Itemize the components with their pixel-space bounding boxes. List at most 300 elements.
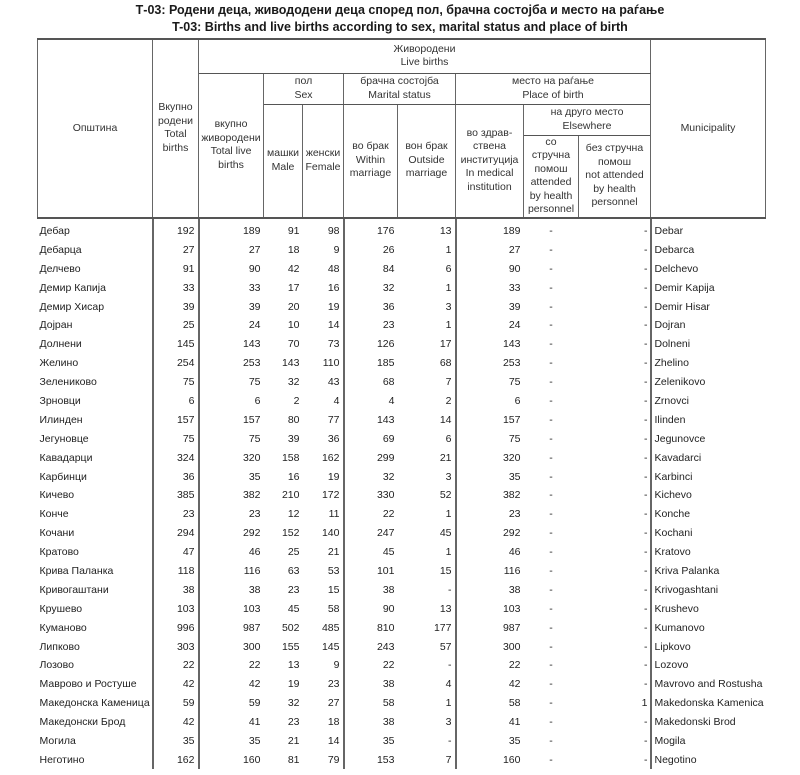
cell-medical-institution: 39 — [508, 300, 521, 313]
table-row — [38, 562, 766, 581]
table-row — [38, 316, 766, 335]
table-row — [38, 580, 766, 599]
cell-female: 4 — [303, 392, 344, 411]
cell-outside-marriage: - — [398, 580, 456, 599]
cell-municipality: Demir Hisar — [654, 300, 710, 313]
cell-opstina: Илинден — [38, 410, 153, 429]
cell-opstina: Демир Хисар — [38, 297, 153, 316]
cell-total-births: 47 — [153, 543, 199, 562]
cell-male: 19 — [287, 678, 300, 691]
cell-male: 32 — [287, 376, 300, 389]
table-row — [38, 335, 766, 354]
header-not-attended: без стручна помош not attended by health personnel — [579, 135, 651, 218]
cell-female: 145 — [303, 637, 344, 656]
cell-outside-marriage: 177 — [398, 618, 456, 637]
cell-attended: - — [549, 602, 553, 615]
cell-attended: - — [549, 243, 553, 256]
cell-within-marriage: 810 — [376, 621, 395, 634]
cell-attended: - — [549, 753, 553, 766]
cell-female: 9 — [303, 656, 344, 675]
cell-not-attended: - — [579, 637, 651, 656]
cell-female: 23 — [303, 675, 344, 694]
cell-within-marriage: 299 — [376, 451, 395, 464]
cell-male: 23 — [287, 583, 300, 596]
header-attended: со стручна помош attended by health personnel — [524, 135, 579, 218]
cell-medical-institution: 75 — [508, 432, 521, 445]
table-row — [38, 429, 766, 448]
cell-not-attended: - — [579, 316, 651, 335]
cell-female: 14 — [303, 316, 344, 335]
cell-within-marriage: 176 — [376, 224, 395, 237]
cell-male: 80 — [287, 413, 300, 426]
cell-opstina: Могила — [38, 732, 153, 751]
cell-within-marriage: 330 — [376, 489, 395, 502]
cell-outside-marriage: 3 — [398, 297, 456, 316]
cell-female: 58 — [303, 599, 344, 618]
table-row — [38, 675, 766, 694]
cell-total-births: 42 — [153, 713, 199, 732]
cell-municipality: Kavadarci — [654, 451, 702, 464]
table-row — [38, 599, 766, 618]
cell-attended: - — [549, 489, 553, 502]
cell-medical-institution: 90 — [508, 262, 521, 275]
cell-total-live: 38 — [248, 583, 261, 596]
cell-total-live: 33 — [248, 281, 261, 294]
cell-municipality: Zelenikovo — [654, 376, 706, 389]
table-row — [38, 448, 766, 467]
cell-female: 19 — [303, 297, 344, 316]
cell-opstina: Маврово и Ростуше — [38, 675, 153, 694]
cell-not-attended: - — [579, 259, 651, 278]
cell-medical-institution: 23 — [508, 508, 521, 521]
cell-not-attended: - — [579, 562, 651, 581]
cell-opstina: Кочани — [38, 524, 153, 543]
table-row — [38, 259, 766, 278]
cell-opstina: Долнени — [38, 335, 153, 354]
table-row — [38, 637, 766, 656]
cell-not-attended: - — [579, 713, 651, 732]
table-row — [38, 392, 766, 411]
cell-attended: - — [549, 527, 553, 540]
cell-total-births: 6 — [153, 392, 199, 411]
cell-total-live: 23 — [248, 508, 261, 521]
cell-attended: - — [549, 734, 553, 747]
cell-medical-institution: 160 — [502, 753, 521, 766]
cell-total-births: 324 — [153, 448, 199, 467]
cell-female: 18 — [303, 713, 344, 732]
cell-not-attended: - — [579, 354, 651, 373]
cell-opstina: Кичево — [38, 486, 153, 505]
cell-male: 42 — [287, 262, 300, 275]
cell-medical-institution: 189 — [502, 224, 521, 237]
cell-municipality: Mogila — [654, 734, 686, 747]
cell-medical-institution: 292 — [502, 527, 521, 540]
cell-opstina: Демир Капија — [38, 278, 153, 297]
cell-total-births: 145 — [153, 335, 199, 354]
cell-total-live: 189 — [242, 224, 261, 237]
cell-total-live: 75 — [248, 376, 261, 389]
cell-male: 23 — [287, 716, 300, 729]
cell-total-births: 91 — [153, 259, 199, 278]
cell-not-attended: - — [579, 240, 651, 259]
cell-attended: - — [549, 357, 553, 370]
cell-within-marriage: 32 — [382, 470, 395, 483]
cell-municipality: Dojran — [654, 319, 686, 332]
cell-total-live: 35 — [248, 734, 261, 747]
cell-opstina: Зрновци — [38, 392, 153, 411]
cell-within-marriage: 153 — [376, 753, 395, 766]
cell-municipality: Lipkovo — [654, 640, 691, 653]
cell-municipality: Ilinden — [654, 413, 686, 426]
cell-not-attended: - — [579, 448, 651, 467]
cell-female: 79 — [303, 750, 344, 769]
cell-attended: - — [549, 413, 553, 426]
cell-outside-marriage: - — [398, 732, 456, 751]
cell-total-births: 385 — [153, 486, 199, 505]
header-within-marriage: во брак Within marriage — [344, 104, 398, 218]
cell-male: 70 — [287, 338, 300, 351]
cell-male: 12 — [287, 508, 300, 521]
cell-attended: - — [549, 470, 553, 483]
cell-not-attended: - — [579, 656, 651, 675]
header-male: машки Male — [264, 104, 303, 218]
cell-male: 2 — [293, 394, 300, 407]
cell-municipality: Negotino — [654, 753, 697, 766]
header-municipality: Municipality — [651, 39, 766, 218]
cell-municipality: Krushevo — [654, 602, 699, 615]
cell-medical-institution: 103 — [502, 602, 521, 615]
cell-male: 32 — [287, 697, 300, 710]
cell-municipality: Debar — [654, 224, 684, 237]
cell-not-attended: - — [579, 429, 651, 448]
cell-attended: - — [549, 224, 553, 237]
cell-not-attended: - — [579, 750, 651, 769]
cell-medical-institution: 987 — [502, 621, 521, 634]
cell-attended: - — [549, 583, 553, 596]
cell-male: 158 — [281, 451, 300, 464]
cell-total-live: 90 — [248, 262, 261, 275]
header-sex: пол Sex — [264, 73, 344, 104]
cell-female: 27 — [303, 694, 344, 713]
cell-municipality: Demir Kapija — [654, 281, 715, 294]
cell-total-births: 22 — [153, 656, 199, 675]
cell-total-births: 103 — [153, 599, 199, 618]
cell-total-births: 996 — [153, 618, 199, 637]
cell-attended: - — [549, 281, 553, 294]
cell-total-live: 157 — [242, 413, 261, 426]
table-row — [38, 240, 766, 259]
cell-outside-marriage: 68 — [398, 354, 456, 373]
cell-total-births: 162 — [153, 750, 199, 769]
cell-total-births: 294 — [153, 524, 199, 543]
cell-total-births: 27 — [153, 240, 199, 259]
cell-outside-marriage: 1 — [398, 694, 456, 713]
cell-municipality: Mavrovo and Rostusha — [654, 678, 763, 691]
cell-female: 485 — [303, 618, 344, 637]
cell-male: 81 — [287, 753, 300, 766]
cell-female: 16 — [303, 278, 344, 297]
cell-outside-marriage: 52 — [398, 486, 456, 505]
cell-medical-institution: 22 — [508, 659, 521, 672]
cell-total-live: 160 — [242, 753, 261, 766]
cell-female: 15 — [303, 580, 344, 599]
cell-total-live: 987 — [242, 621, 261, 634]
cell-male: 39 — [287, 432, 300, 445]
cell-male: 20 — [287, 300, 300, 313]
cell-outside-marriage: 1 — [398, 505, 456, 524]
header-outside-marriage: вон брак Outside marriage — [398, 104, 456, 218]
cell-municipality: Zrnovci — [654, 394, 689, 407]
cell-male: 13 — [287, 659, 300, 672]
cell-within-marriage: 247 — [376, 527, 395, 540]
cell-municipality: Makedonski Brod — [654, 716, 736, 729]
cell-total-births: 75 — [153, 429, 199, 448]
cell-male: 21 — [287, 734, 300, 747]
table-row — [38, 505, 766, 524]
cell-male: 210 — [281, 489, 300, 502]
cell-within-marriage: 38 — [382, 678, 395, 691]
cell-total-live: 292 — [242, 527, 261, 540]
header-place-of-birth: место на раѓање Place of birth — [456, 73, 651, 104]
cell-not-attended: - — [579, 599, 651, 618]
cell-not-attended: - — [579, 543, 651, 562]
cell-medical-institution: 143 — [502, 338, 521, 351]
cell-outside-marriage: 2 — [398, 392, 456, 411]
cell-female: 43 — [303, 373, 344, 392]
cell-within-marriage: 4 — [388, 394, 395, 407]
header-female: женски Female — [303, 104, 344, 218]
cell-not-attended: - — [579, 218, 651, 241]
cell-medical-institution: 33 — [508, 281, 521, 294]
cell-female: 98 — [303, 218, 344, 241]
cell-municipality: Karbinci — [654, 470, 693, 483]
cell-total-live: 116 — [243, 564, 261, 577]
cell-within-marriage: 23 — [382, 319, 395, 332]
cell-medical-institution: 320 — [502, 451, 521, 464]
cell-male: 143 — [281, 357, 300, 370]
cell-opstina: Крушево — [38, 599, 153, 618]
cell-male: 25 — [287, 546, 300, 559]
cell-opstina: Конче — [38, 505, 153, 524]
cell-opstina: Лозово — [38, 656, 153, 675]
table-row — [38, 486, 766, 505]
header-medical-institution: во здрав- ствена институција In medical institution — [456, 104, 524, 218]
cell-attended: - — [549, 262, 553, 275]
cell-female: 19 — [303, 467, 344, 486]
table-row — [38, 354, 766, 373]
cell-outside-marriage: - — [398, 656, 456, 675]
cell-not-attended: - — [579, 410, 651, 429]
cell-opstina: Македонски Брод — [38, 713, 153, 732]
cell-male: 10 — [287, 319, 300, 332]
header-marital-status: брачна состојба Marital status — [344, 73, 456, 104]
cell-municipality: Konche — [654, 508, 691, 521]
cell-male: 17 — [287, 281, 300, 294]
cell-within-marriage: 22 — [382, 508, 395, 521]
cell-female: 11 — [303, 505, 344, 524]
cell-total-births: 35 — [153, 732, 199, 751]
cell-total-births: 254 — [153, 354, 199, 373]
cell-within-marriage: 22 — [382, 659, 395, 672]
cell-total-live: 300 — [242, 640, 261, 653]
cell-opstina: Јегуновце — [38, 429, 153, 448]
cell-not-attended: - — [579, 505, 651, 524]
cell-medical-institution: 58 — [508, 697, 521, 710]
table-row — [38, 694, 766, 713]
cell-attended: - — [549, 621, 553, 634]
cell-not-attended: - — [579, 524, 651, 543]
table-row — [38, 218, 766, 241]
cell-medical-institution: 6 — [514, 394, 521, 407]
cell-medical-institution: 35 — [508, 470, 521, 483]
header-live-births: Живородени Live births — [199, 39, 651, 73]
cell-not-attended: - — [579, 467, 651, 486]
cell-opstina: Неготино — [38, 750, 153, 769]
cell-total-live: 35 — [248, 470, 261, 483]
cell-total-live: 22 — [248, 659, 261, 672]
table-row — [38, 732, 766, 751]
cell-male: 91 — [287, 224, 300, 237]
cell-opstina: Дебарца — [38, 240, 153, 259]
cell-attended: - — [549, 678, 553, 691]
cell-male: 16 — [287, 470, 300, 483]
cell-medical-institution: 27 — [508, 243, 521, 256]
cell-female: 36 — [303, 429, 344, 448]
cell-municipality: Debarca — [654, 243, 695, 256]
cell-medical-institution: 41 — [508, 716, 521, 729]
cell-total-live: 42 — [248, 678, 261, 691]
table-body — [38, 218, 766, 770]
cell-total-births: 118 — [153, 562, 199, 581]
cell-outside-marriage: 13 — [398, 599, 456, 618]
table-row — [38, 618, 766, 637]
cell-total-live: 382 — [242, 489, 261, 502]
table-title-en: T-03: Births and live births according to sex, marital status and place of birth — [172, 20, 628, 34]
cell-not-attended: - — [579, 618, 651, 637]
cell-total-live: 253 — [242, 357, 261, 370]
cell-municipality: Krivogashtani — [654, 583, 719, 596]
cell-total-births: 38 — [153, 580, 199, 599]
header-total-births: Вкупно родени Total births — [153, 39, 199, 218]
cell-opstina: Желино — [38, 354, 153, 373]
cell-not-attended: - — [579, 278, 651, 297]
cell-female: 172 — [303, 486, 344, 505]
cell-attended: - — [549, 508, 553, 521]
cell-municipality: Delchevo — [654, 262, 699, 275]
cell-opstina: Делчево — [38, 259, 153, 278]
cell-outside-marriage: 13 — [398, 218, 456, 241]
cell-attended: - — [549, 697, 553, 710]
cell-total-births: 59 — [153, 694, 199, 713]
cell-within-marriage: 84 — [382, 262, 395, 275]
cell-female: 21 — [303, 543, 344, 562]
cell-municipality: Makedonska Kamenica — [654, 697, 764, 710]
cell-not-attended: - — [579, 392, 651, 411]
cell-within-marriage: 101 — [376, 564, 395, 577]
cell-medical-institution: 116 — [503, 564, 521, 577]
cell-within-marriage: 68 — [382, 376, 395, 389]
cell-female: 162 — [303, 448, 344, 467]
cell-outside-marriage: 1 — [398, 240, 456, 259]
cell-outside-marriage: 1 — [398, 543, 456, 562]
cell-female: 48 — [303, 259, 344, 278]
cell-male: 45 — [287, 602, 300, 615]
cell-total-births: 157 — [153, 410, 199, 429]
births-table — [37, 38, 766, 769]
cell-outside-marriage: 7 — [398, 373, 456, 392]
cell-attended: - — [549, 432, 553, 445]
header-total-live: вкупно живородени Total live births — [199, 73, 264, 218]
cell-medical-institution: 38 — [508, 583, 521, 596]
cell-medical-institution: 253 — [502, 357, 521, 370]
cell-outside-marriage: 6 — [398, 259, 456, 278]
cell-total-live: 39 — [248, 300, 261, 313]
cell-within-marriage: 32 — [382, 281, 395, 294]
cell-total-live: 24 — [248, 319, 261, 332]
cell-male: 63 — [287, 564, 300, 577]
cell-municipality: Kichevo — [654, 489, 692, 502]
cell-medical-institution: 75 — [508, 376, 521, 389]
cell-medical-institution: 24 — [508, 319, 521, 332]
cell-outside-marriage: 7 — [398, 750, 456, 769]
cell-attended: - — [549, 716, 553, 729]
cell-outside-marriage: 14 — [398, 410, 456, 429]
cell-medical-institution: 35 — [508, 734, 521, 747]
cell-attended: - — [549, 659, 553, 672]
cell-female: 14 — [303, 732, 344, 751]
table-row — [38, 410, 766, 429]
cell-male: 18 — [287, 243, 300, 256]
cell-female: 73 — [303, 335, 344, 354]
cell-total-births: 23 — [153, 505, 199, 524]
cell-within-marriage: 38 — [382, 716, 395, 729]
table-row — [38, 467, 766, 486]
cell-within-marriage: 126 — [376, 338, 395, 351]
cell-attended: - — [549, 376, 553, 389]
cell-opstina: Дојран — [38, 316, 153, 335]
table-row — [38, 543, 766, 562]
cell-medical-institution: 157 — [502, 413, 521, 426]
cell-not-attended: - — [579, 675, 651, 694]
cell-total-births: 33 — [153, 278, 199, 297]
cell-opstina: Липково — [38, 637, 153, 656]
cell-outside-marriage: 3 — [398, 467, 456, 486]
cell-total-births: 39 — [153, 297, 199, 316]
cell-opstina: Кавадарци — [38, 448, 153, 467]
cell-medical-institution: 300 — [502, 640, 521, 653]
table-row — [38, 278, 766, 297]
header-elsewhere: на друго место Elsewhere — [524, 104, 651, 135]
cell-opstina: Зелениково — [38, 373, 153, 392]
cell-total-births: 36 — [153, 467, 199, 486]
cell-total-live: 6 — [254, 394, 261, 407]
cell-medical-institution: 46 — [508, 546, 521, 559]
cell-not-attended: - — [579, 373, 651, 392]
cell-outside-marriage: 45 — [398, 524, 456, 543]
cell-outside-marriage: 6 — [398, 429, 456, 448]
cell-attended: - — [549, 300, 553, 313]
cell-municipality: Jegunovce — [654, 432, 706, 445]
table-row — [38, 373, 766, 392]
cell-total-births: 42 — [153, 675, 199, 694]
cell-total-live: 46 — [248, 546, 261, 559]
cell-within-marriage: 143 — [376, 413, 395, 426]
cell-female: 110 — [303, 354, 344, 373]
cell-within-marriage: 185 — [376, 357, 395, 370]
cell-not-attended: - — [579, 486, 651, 505]
cell-opstina: Карбинци — [38, 467, 153, 486]
cell-outside-marriage: 17 — [398, 335, 456, 354]
